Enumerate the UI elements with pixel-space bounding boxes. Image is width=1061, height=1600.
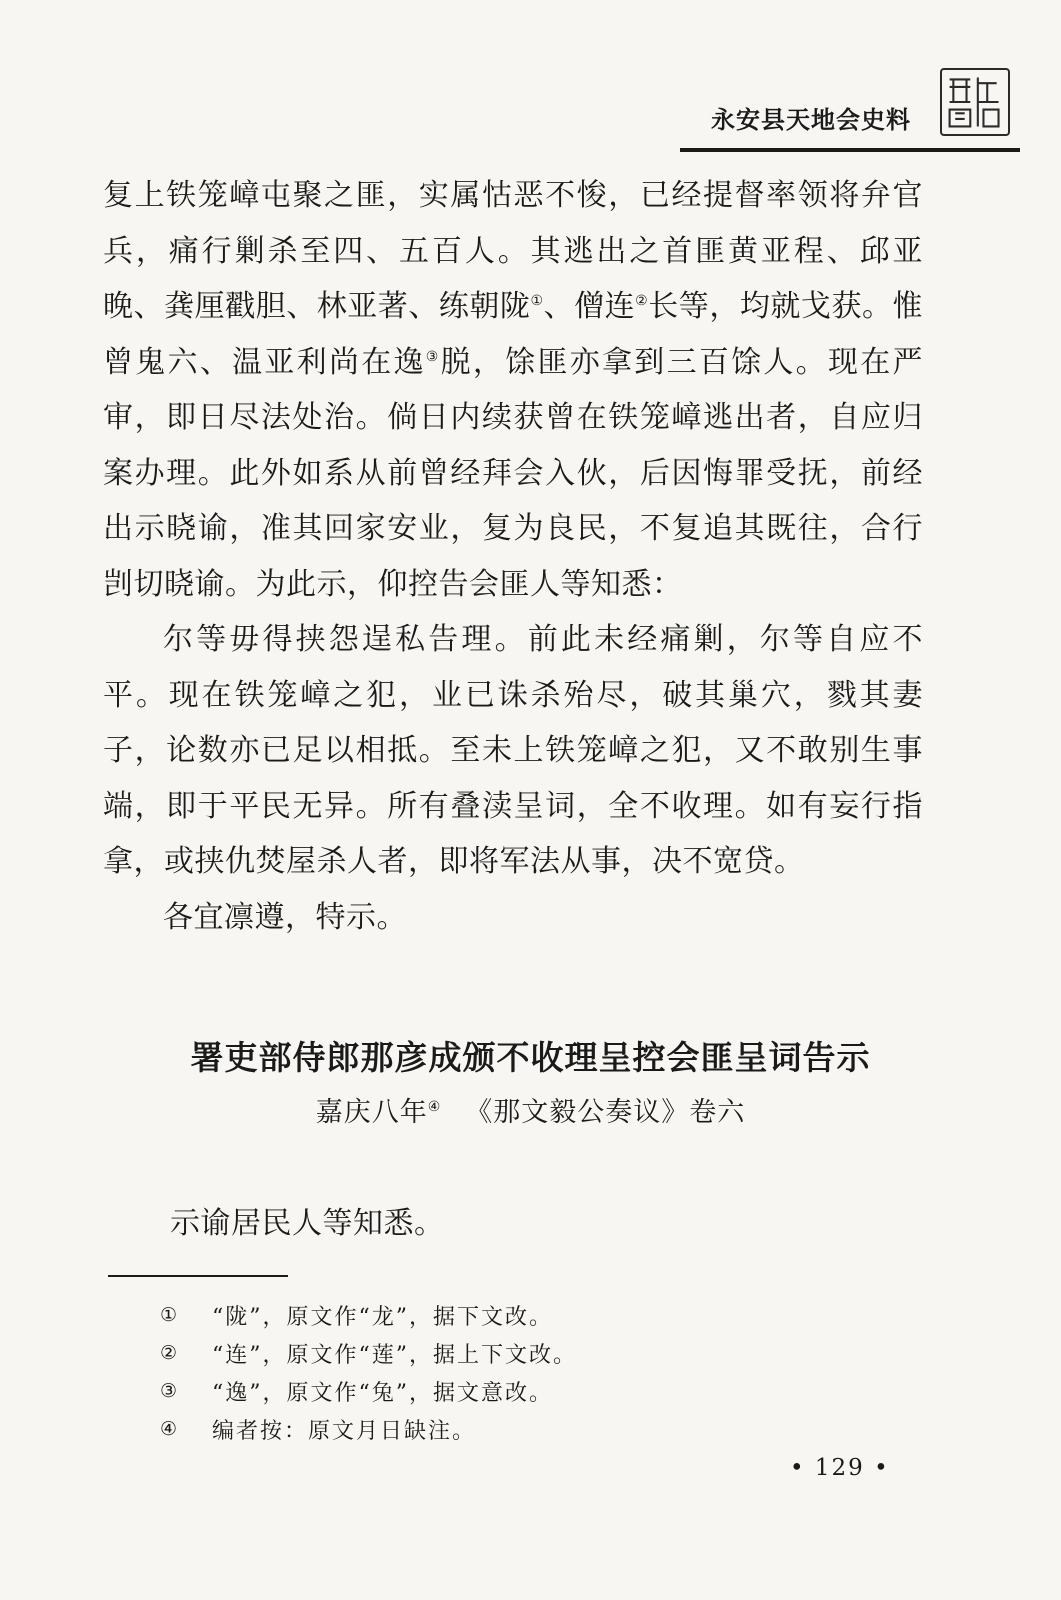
seal-stamp-icon xyxy=(940,68,1010,136)
text-segment: 、僧连 xyxy=(543,289,636,324)
footnote-separator xyxy=(108,1275,288,1277)
footnote-text: “陇”，原文作“龙”，据下文改。 xyxy=(212,1304,553,1330)
paragraph-2: 尔等毋得挟怨逞私告理。前此未经痛剿，尔等自应不平。现在铁笼嶂之犯，业已诛杀殆尽，破其巢穴，戮其妻子，论数亦已足以相抵。至未上铁笼嶂之犯，又不敢别生事端，即于平民无异。所有叠渎呈词，全不收理。如有妄行指拿，或挟仇焚屋杀人者，即将军法从事，决不宽贷。 xyxy=(103,622,923,879)
text-segment: 脱，馀匪亦拿到三百馀人。现在严审，即日尽法处治。倘日内续获曾在铁笼嶂逃出者，自应归案办理。此外如系从前曾经拜会入伙，后因悔罪受抚，前经出示晓谕，准其回家安业，复为良民，不复追其既往，合行剀切晓谕。为此示，仰控告会匪人等知悉： xyxy=(103,344,924,602)
seal-glyph-icon xyxy=(942,70,1008,134)
footnote-item xyxy=(160,1372,577,1410)
header-rule xyxy=(680,148,1020,152)
footnote-text: “连”，原文作“莲”，据上下文改。 xyxy=(212,1342,577,1368)
paragraph-3: 各宜凛遵，特示。 xyxy=(163,899,407,935)
footnote-item xyxy=(160,1296,577,1334)
footnote-item xyxy=(160,1410,577,1448)
page-number: • 129 • xyxy=(790,1455,890,1481)
footnote-text: “逸”，原文作“兔”，据文意改。 xyxy=(212,1380,553,1406)
footnote-mark: ② xyxy=(160,1342,180,1364)
section-subtitle xyxy=(0,1090,1061,1129)
footnote-ref-2[interactable]: ② xyxy=(635,293,649,309)
section-source: 《那文毅公奏议》卷六 xyxy=(465,1097,746,1128)
text-segment: 复上铁笼嶂屯聚之匪，实属怙恶不悛，已经提督率领将弁官兵，痛行剿杀至四、五百人。其逃出之首匪黄亚程、邱亚晚、龚厘戳胆、林亚著、练朝陇 xyxy=(103,178,923,324)
footnotes xyxy=(160,1296,577,1448)
footnote-mark: ④ xyxy=(160,1418,180,1440)
main-text xyxy=(103,168,923,945)
text-segment: 长等，均就戈获。惟曾鬼六、温亚利尚在逸 xyxy=(103,289,924,380)
footnote-ref-3[interactable]: ③ xyxy=(425,348,441,365)
section-date: 嘉庆八年 xyxy=(315,1097,428,1128)
paragraph-1 xyxy=(103,168,923,612)
running-header-title: 永安县天地会史料 xyxy=(711,106,911,134)
section-title: 署吏部侍郎那彦成颁不收理呈控会匪呈词告示 xyxy=(190,1038,871,1077)
footnote-ref-4[interactable]: ④ xyxy=(427,1099,442,1115)
section-opening-line: 示谕居民人等知悉。 xyxy=(170,1206,445,1241)
footnote-mark: ③ xyxy=(160,1380,180,1402)
footnote-item xyxy=(160,1334,577,1372)
footnote-text: 编者按：原文月日缺注。 xyxy=(212,1418,477,1444)
footnote-mark: ① xyxy=(160,1304,180,1326)
footnote-ref-1[interactable]: ① xyxy=(530,293,544,309)
